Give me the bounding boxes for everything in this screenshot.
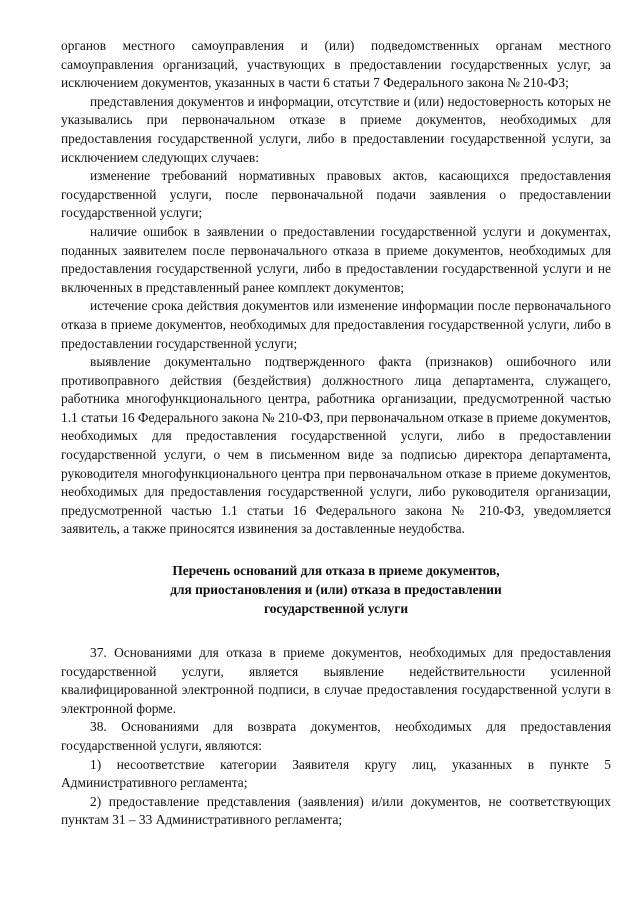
- paragraph: наличие ошибок в заявлении о предоставлении государственной услуги и документах, поданных заявителем после первоначального отказа в приеме документов, необходимых для предоставления государственной услуги, либо в предоставлении государственной услуги и не включенных в представленный ранее комплект документов;: [61, 223, 611, 295]
- paragraph-37: 37. Основаниями для отказа в приеме документов, необходимых для предоставления государственной услуги, является выявление недействительности усиленной квалифицированной электронной подписи, в случае предоставления государственной услуги в электронной форме.: [61, 645, 611, 716]
- paragraph: органов местного самоуправления и (или) подведомственных органам местного самоуправления организаций, участвующих в предоставлении государственных услуг, за исключением документов, указанных в части 6 статьи 7 Федерального закона № 210-ФЗ;: [61, 38, 611, 91]
- list-item-2: 2) предоставление представления (заявления) и/или документов, не соответствующих пунктам 31 – 33 Административного регламента;: [61, 793, 611, 828]
- paragraph-38: 38. Основаниями для возврата документов, необходимых для предоставления государственной услуги, являются:: [61, 719, 611, 753]
- heading-line: для приостановления и (или) отказа в предоставлении: [170, 582, 502, 598]
- paragraph: выявление документально подтвержденного факта (признаков) ошибочного или противоправного действия (бездействия) должностного лица департамента, служащего, работника многофункционального центра, работника организации, предусмотренной частью 1.1 статьи 16 Федерального закона № 210-ФЗ, при первоначальном отказе в приеме документов, необходимых для предоставления государственной услуги, либо в предоставлении государственной услуги, о чем в письменном виде за подписью директора департамента, руководителя многофункционального центра при первоначальном отказе в приеме документов, необходимых для предоставления государственной услуги, либо руководителя организации, предусмотренной частью 1.1 статьи 16 Федерального закона № 210-ФЗ, уведомляется заявитель, а также приносятся извинения за доставленные неудобства.: [61, 354, 611, 537]
- paragraph: представления документов и информации, отсутствие и (или) недостоверность которых не указывались при первоначальном отказе в приеме документов, необходимых для предоставления государственной услуги, либо в предоставлении государственной услуги, за исключением следующих случаев:: [61, 93, 611, 165]
- paragraph: изменение требований нормативных правовых актов, касающихся предоставления государственной услуги, после первоначальной подачи заявления о предоставлении государственной услуги;: [61, 168, 611, 221]
- paragraph: истечение срока действия документов или изменение информации после первоначального отказа в приеме документов, необходимых для предоставления государственной услуги, либо в предоставлении государственной услуги;: [61, 298, 611, 351]
- section-heading: [61, 561, 611, 618]
- list-item-1: 1) несоответствие категории Заявителя кругу лиц, указанных в пункте 5 Административного регламента;: [61, 756, 611, 791]
- heading-line: Перечень оснований для отказа в приеме документов,: [172, 563, 500, 579]
- section-body: [61, 644, 611, 830]
- heading-line: государственной услуги: [263, 601, 409, 617]
- section-continuation: [61, 37, 611, 539]
